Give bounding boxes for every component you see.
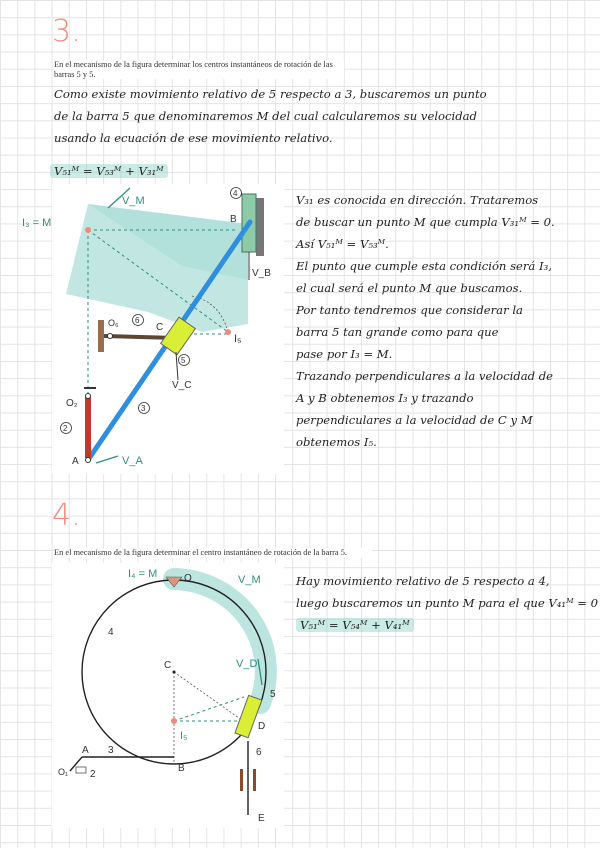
pin-o6 [108,334,113,339]
figure-4 [52,563,284,828]
point-i4 [171,578,177,584]
point-i5 [225,329,231,335]
point-i5 [171,718,177,724]
section-4-statement: En el mecanismo de la figura determinar el centro instantáneo de rotación de la barra 5. [54,548,372,558]
explanation-line: de buscar un punto M que cumpla V₃₁ᴹ = 0. [296,215,555,229]
label-a: A [82,745,89,756]
label-o: O [184,573,192,584]
explanation-line: Hay movimiento relativo de 5 respecto a 4, [296,574,550,588]
label-i5: I₅ [234,333,242,345]
label-2: 2 [63,424,68,433]
label-va: V_A [122,455,143,467]
section-4-number: 4. [52,498,81,533]
label-vd: V_D [236,658,258,670]
label-i3m: I₃ = M [22,217,52,229]
guide-left [240,769,243,791]
section-3-intro [54,86,487,147]
label-c: C [156,322,164,333]
section-3-statement: En el mecanismo de la figura determinar los centros instantáneos de rotación de las barras 5 y 5. [54,60,344,79]
explanation-line: el cual será el punto M que buscamos. [296,281,523,295]
label-e: E [258,813,265,824]
label-i5: I₅ [180,730,188,742]
label-2: 2 [90,769,96,780]
label-o6: O₆ [108,318,119,328]
label-d: D [258,721,266,732]
bar-2 [85,396,91,458]
explanation-line: perpendiculares a la velocidad de C y M [296,413,533,427]
section-4-explanation [296,573,598,634]
explanation-line: A y B obtenemos I₃ y trazando [296,391,474,405]
label-b: B [178,763,185,774]
label-b: B [230,214,237,225]
intro-line: de la barra 5 que denominaremos M del cual calcularemos su velocidad [54,109,477,123]
label-5: 5 [270,689,276,700]
label-3: 3 [108,745,114,756]
label-6: 6 [256,747,262,758]
label-a: A [72,456,79,467]
label-3: 3 [141,404,146,413]
label-vm: V_M [238,574,261,586]
explanation-line: pase por I₃ = M. [296,347,393,361]
label-vc: V_C [172,380,192,391]
point-i3 [85,227,91,233]
explanation-line: barra 5 tan grande como para que [296,325,499,339]
label-o1: O₁ [58,767,69,777]
label-c: C [164,660,172,671]
equation-highlight: V₅₁ᴹ = V₅₄ᴹ + V₄₁ᴹ [296,618,414,632]
label-4: 4 [108,627,114,638]
label-6: 6 [135,316,140,325]
label-4: 4 [233,189,238,198]
figure-3 [22,184,284,474]
section-3-explanation [296,192,555,451]
intro-line: Como existe movimiento relativo de 5 respecto a 3, buscaremos un punto [54,87,487,101]
explanation-line: Trazando perpendiculares a la velocidad de [296,369,554,383]
section-3-number: 3. [52,14,81,49]
support-o6 [98,320,104,352]
guide-right [253,769,256,791]
explanation-line: V₃₁ es conocida en dirección. Trataremos [296,193,539,207]
section-3-equation [50,163,168,180]
explanation-line: El punto que cumple esta condición será I₃, [296,259,552,273]
label-i4m: I₄ = M [128,568,158,580]
pin-o2 [86,394,91,399]
intro-line: usando la ecuación de ese movimiento relativo. [54,131,333,145]
explanation-line: Así V₅₁ᴹ = V₅₃ᴹ. [296,237,389,251]
support-b [256,198,264,256]
label-vm: V_M [122,195,145,207]
explanation-line: luego buscaremos un punto M para el que V₄₁ᴹ = 0 [296,596,599,610]
label-o2: O₂ [66,398,78,409]
section-4-equation [296,617,598,634]
explanation-line: obtenemos I₅. [296,435,377,449]
label-5: 5 [181,356,186,365]
pin-a [86,458,91,463]
equation-highlight: V₅₁ᴹ = V₅₃ᴹ + V₃₁ᴹ [50,164,168,178]
explanation-line: Por tanto tendremos que considerar la [296,303,523,317]
label-vb: V_B [252,268,271,279]
point-c [173,671,176,674]
